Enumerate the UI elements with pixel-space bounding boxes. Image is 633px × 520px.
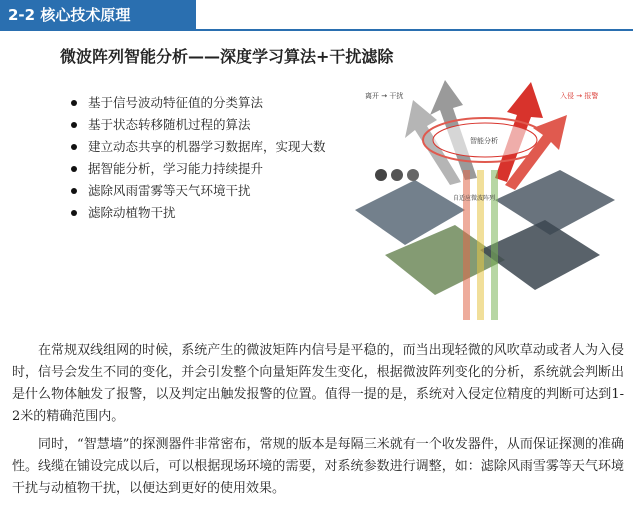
bullet-item: 建立动态共享的机器学习数据库，实现大数 bbox=[68, 136, 368, 158]
section-title: 2-2 核心技术原理 bbox=[8, 6, 131, 24]
center-label: 智能分析 bbox=[470, 137, 498, 145]
bullet-item: 基于信号波动特征值的分类算法 bbox=[68, 92, 368, 114]
section-header bbox=[0, 0, 196, 29]
weather-icon bbox=[407, 169, 419, 181]
slide-title: 微波阵列智能分析——深度学习算法+干扰滤除 bbox=[60, 47, 394, 66]
header-divider bbox=[0, 29, 633, 31]
signal-bar-red bbox=[463, 170, 470, 320]
bullet-item: 滤除风雨雷雾等天气环境干扰 bbox=[68, 180, 368, 202]
left-arrow-label: 离开 → 干扰 bbox=[365, 92, 404, 100]
bullet-item-continuation: 据智能分析，学习能力持续提升 bbox=[68, 158, 368, 180]
bullet-item: 基于状态转移随机过程的算法 bbox=[68, 114, 368, 136]
bullet-list bbox=[68, 92, 368, 224]
weather-icon bbox=[391, 169, 403, 181]
right-arrow-label: 入侵 → 报警 bbox=[560, 92, 599, 100]
paragraph: 在常规双线组网的时候，系统产生的微波矩阵内信号是平稳的，而当出现轻微的风吹草动或者人为入侵时，信号会发生不同的变化，并会引发整个向量矩阵发生变化，根据微波阵列变化的分析，系统就会判断出是什么物体触发了报警，以及判定出触发报警的位置。值得一提的是，系统对入侵定位精度的判断可达到1-2米的精确范围内。 bbox=[12, 343, 624, 424]
weather-icon bbox=[375, 169, 387, 181]
bullet-item: 滤除动植物干扰 bbox=[68, 202, 368, 224]
lower-label: 自适应微波阵列 bbox=[453, 195, 496, 202]
microwave-array-diagram bbox=[345, 60, 633, 322]
signal-bar-green bbox=[491, 170, 498, 320]
article-body bbox=[12, 340, 624, 506]
signal-bar-yellow bbox=[477, 170, 484, 320]
paragraph: 同时，“智慧墙”的探测器件非常密布，常规的版本是每隔三米就有一个收发器件，从而保证探测的准确性。线缆在铺设完成以后，可以根据现场环境的需要，对系统参数进行调整，如：滤除风雨雪雾等天气环境干扰与动植物干扰，以便达到更好的使用效果。 bbox=[12, 437, 624, 496]
